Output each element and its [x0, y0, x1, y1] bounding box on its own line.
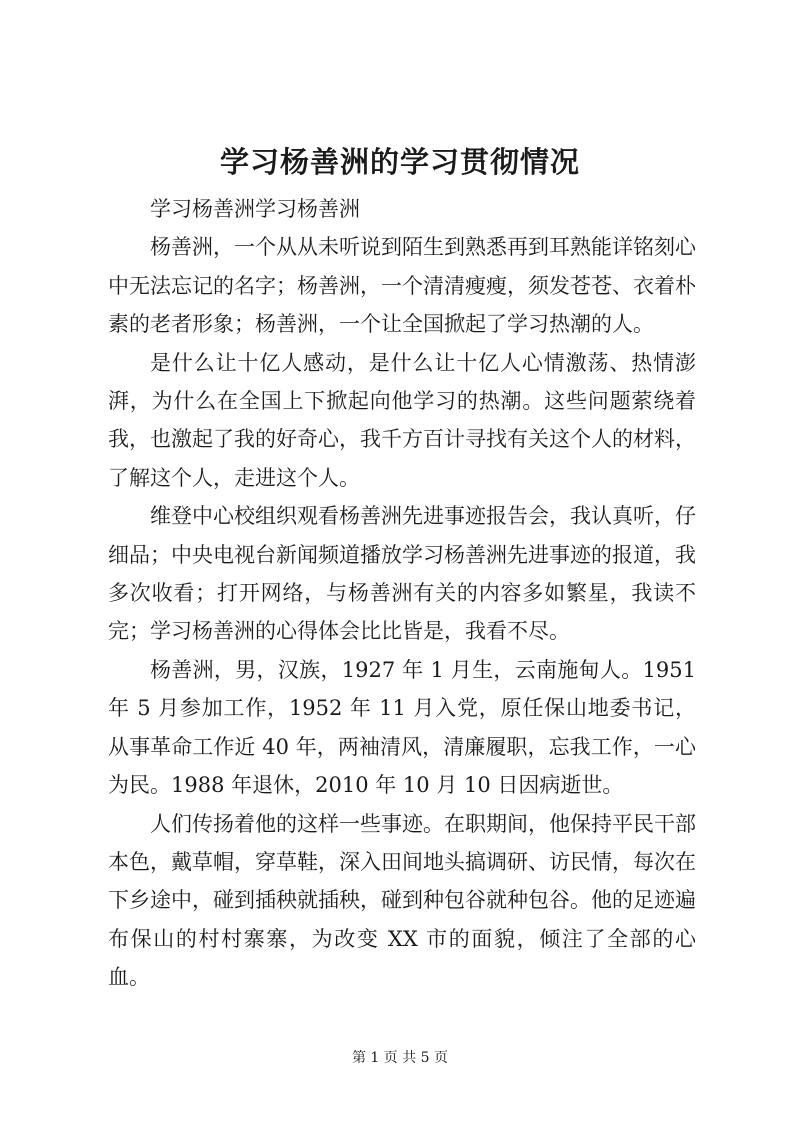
body-paragraph: 人们传扬着他的这样一些事迹。在职期间，他保持平民干部本色，戴草帽，穿草鞋，深入田间地头搞调研、访民情，每次在下乡途中，碰到插秧就插秧，碰到种包谷就种包谷。他的足迹遍布保山的村村寨寨，为改变 XX 市的面貌，倾注了全部的心血。: [108, 811, 696, 990]
body-paragraph: 维登中心校组织观看杨善洲先进事迹报告会，我认真听，仔细品；中央电视台新闻频道播放学习杨善洲先进事迹的报道，我多次收看；打开网络，与杨善洲有关的内容多如繁星，我读不完；学习杨善洲的心得体会比比皆是，我看不尽。: [108, 504, 696, 644]
body-paragraph: 杨善洲，男，汉族，1927 年 1 月生，云南施甸人。1951 年 5 月参加工作，1952 年 11 月入党，原任保山地委书记，从事革命工作近 40 年，两袖清风，清廉履职，忘我工作，一心为民。1988 年退休，2010 年 10 月 10 日因病逝世。: [108, 657, 696, 798]
body-paragraph: 是什么让十亿人感动，是什么让十亿人心情激荡、热情澎湃，为什么在全国上下掀起向他学习的热潮。这些问题萦绕着我，也激起了我的好奇心，我千方百计寻找有关这个人的材料，了解这个人，走进这个人。: [108, 350, 696, 490]
subtitle-paragraph: 学习杨善洲学习杨善洲: [150, 197, 360, 221]
page-title: 学习杨善洲的学习贯彻情况: [219, 145, 580, 179]
document-body: [108, 190, 696, 997]
body-paragraph: 杨善洲，一个从从未听说到陌生到熟悉再到耳熟能详铭刻心中无法忘记的名字；杨善洲，一个清清瘦瘦，须发苍苍、衣着朴素的老者形象；杨善洲，一个让全国掀起了学习热潮的人。: [108, 235, 696, 337]
page-number-footer: 第 1 页 共 5 页: [351, 1050, 449, 1066]
